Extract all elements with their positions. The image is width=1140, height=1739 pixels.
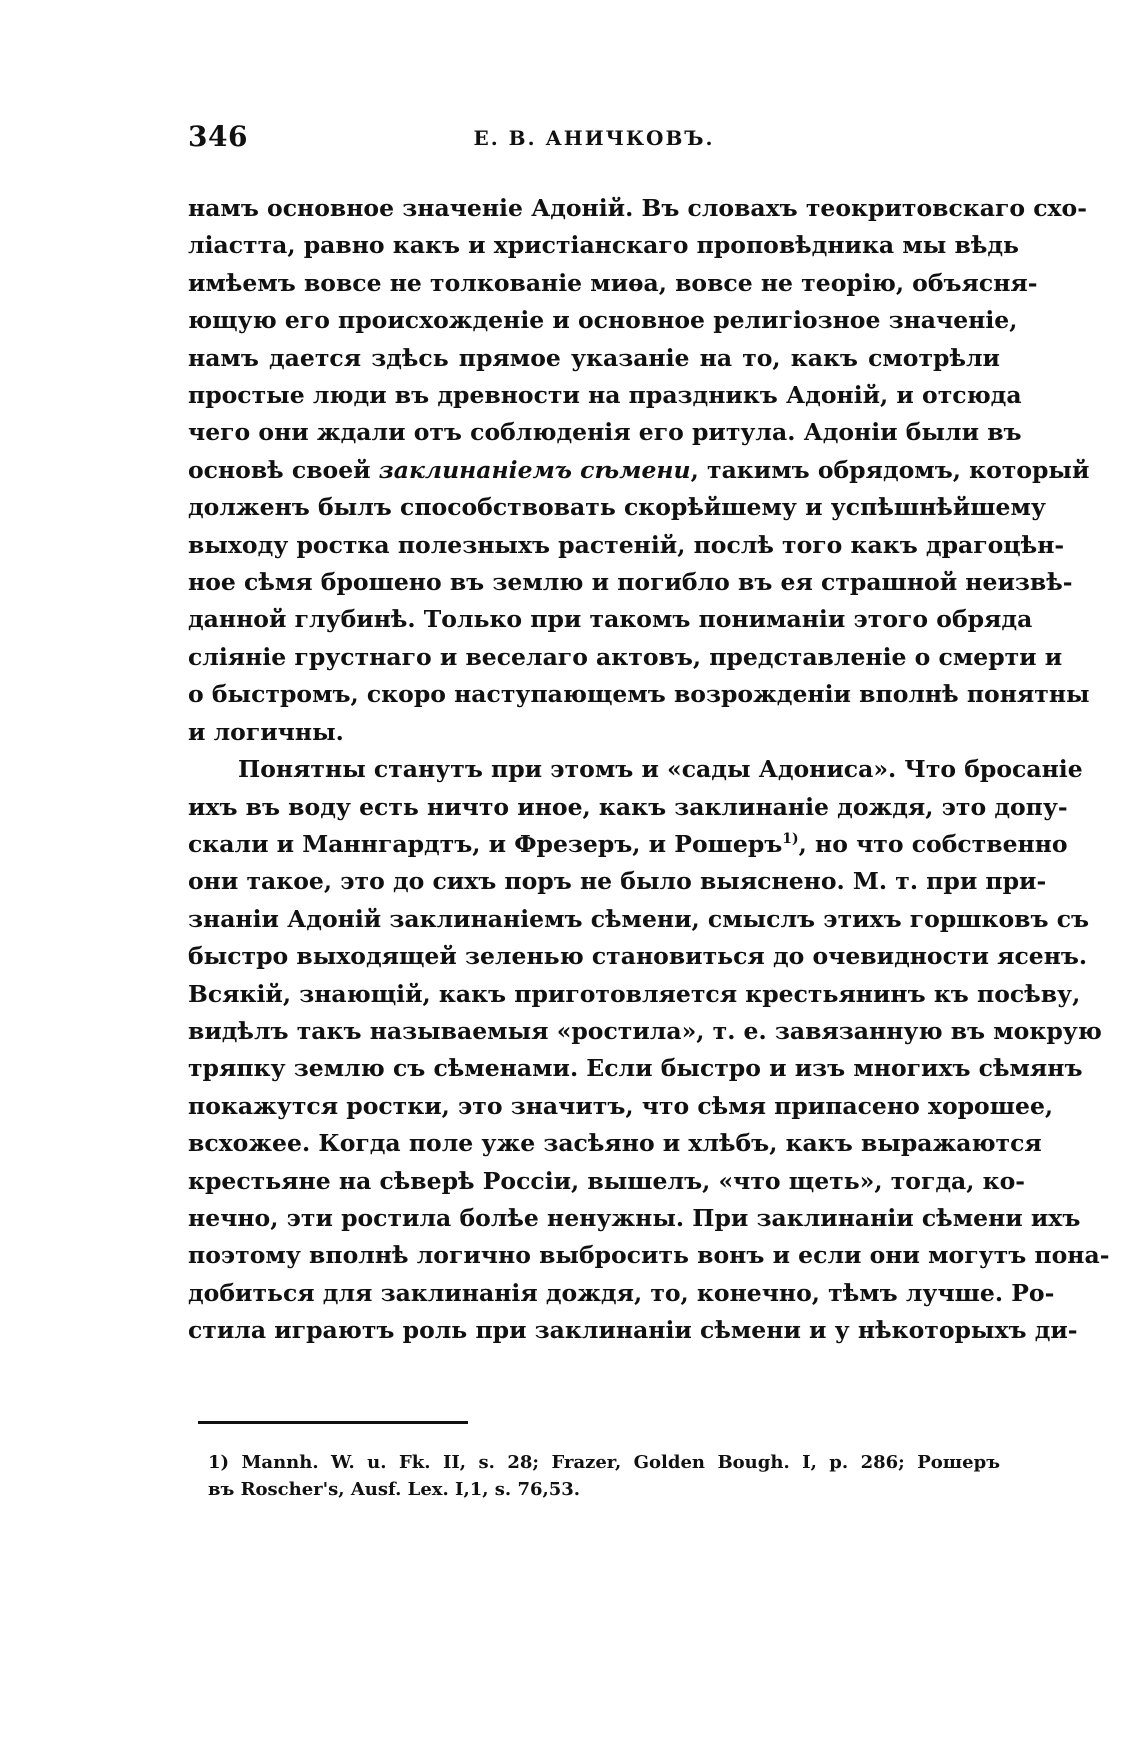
text-line: знаніи Адоній заклинаніемъ сѣмени, смыслъ этихъ горшковъ съ bbox=[188, 904, 1090, 933]
text-line: они такое, это до сихъ поръ не было выяснено. М. т. при при- bbox=[188, 867, 1047, 896]
text-line: Всякій, знающій, какъ приготовляется крестьянинъ къ посѣву, bbox=[188, 979, 1081, 1008]
text-line: и логичны. bbox=[188, 717, 344, 746]
footnote-line: въ Roscher's, Ausf. Lex. I,1, s. 76,53. bbox=[208, 1479, 581, 1500]
text-line: имѣемъ вовсе не толкованіе миѳа, вовсе не теорію, объясня- bbox=[188, 268, 1038, 297]
text-line: всхожее. Когда поле уже засѣяно и хлѣбъ, какъ выражаются bbox=[188, 1129, 1042, 1158]
text-line: поэтому вполнѣ логично выбросить вонъ и если они могутъ пона- bbox=[188, 1241, 1110, 1270]
text-line: ющую его происхожденіе и основное религіозное значеніе, bbox=[188, 306, 1018, 335]
text-line: ихъ въ воду есть ничто иное, какъ заклинаніе дождя, это допу- bbox=[188, 792, 1068, 821]
text-line: сліяніе грустнаго и веселаго актовъ, представленіе о смерти и bbox=[188, 642, 1063, 671]
text-line: простые люди въ древности на праздникъ Адоній, и отсюда bbox=[188, 381, 1022, 410]
text-line: долженъ былъ способствовать скорѣйшему и успѣшнѣйшему bbox=[188, 493, 1046, 522]
body-text bbox=[188, 190, 1110, 1350]
text-line: чего они ждали отъ соблюденія его ритула. Адоніи были въ bbox=[188, 418, 1022, 447]
text-line: нечно, эти ростила болѣе ненужны. При заклинаніи сѣмени ихъ bbox=[188, 1203, 1081, 1232]
text-line: крестьяне на сѣверѣ Россіи, вышелъ, «что щеть», тогда, ко- bbox=[188, 1166, 1025, 1195]
text-line: ное сѣмя брошено въ землю и погибло въ ея страшной неизвѣ- bbox=[188, 568, 1073, 597]
running-head: Е. В. АНИЧКОВЪ. bbox=[473, 126, 715, 150]
text-line-footnote-ref: скали и Маннгардтъ, и Фрезеръ, и Рошеръ$^{1)}$, но что собственно bbox=[188, 829, 1068, 858]
italic-phrase: заклинаніемъ сѣмени bbox=[378, 455, 691, 484]
paragraph-start-line: Понятны станутъ при этомъ и «сады Адониса». Что бросаніе bbox=[238, 755, 1083, 784]
text-line: стила играютъ роль при заклинаніи сѣмени и у нѣкоторыхъ ди- bbox=[188, 1316, 1078, 1345]
footnote-divider bbox=[198, 1421, 468, 1424]
text-line: покажутся ростки, это значитъ, что сѣмя припасено хорошее, bbox=[188, 1091, 1054, 1120]
text-line: ліастта, равно какъ и христіанскаго проповѣдника мы вѣдь bbox=[188, 231, 1019, 260]
text-line: намъ основное значеніе Адоній. Въ словахъ теокритовскаго схо- bbox=[188, 194, 1087, 222]
text-line: данной глубинѣ. Только при такомъ пониманіи этого обряда bbox=[188, 605, 1033, 634]
text-line: тряпку землю съ сѣменами. Если быстро и изъ многихъ сѣмянъ bbox=[188, 1054, 1083, 1083]
text-line: намъ дается здѣсь прямое указаніе на то, какъ смотрѣли bbox=[188, 343, 1000, 372]
text-line: о быстромъ, скоро наступающемъ возрожденіи вполнѣ понятны bbox=[188, 680, 1090, 709]
footnote-line: 1) Mannh. W. u. Fk. II, s. 28; Frazer, Golden Bough. I, p. 286; Рошеръ bbox=[208, 1452, 1000, 1473]
page-header bbox=[188, 120, 1000, 160]
text-line: быстро выходящей зеленью становиться до очевидности ясенъ. bbox=[188, 942, 1088, 971]
footnote-ref: 1) bbox=[782, 831, 799, 848]
text-line: видѣлъ такъ называемыя «ростила», т. е. завязанную въ мокрую bbox=[188, 1016, 1102, 1045]
text-line: добиться для заклинанія дождя, то, конечно, тѣмъ лучше. Ро- bbox=[188, 1278, 1055, 1307]
text-line: выходу ростка полезныхъ растеній, послѣ того какъ драгоцѣн- bbox=[188, 530, 1065, 559]
page-number: 346 bbox=[188, 120, 248, 153]
text-line-italic: основѣ своей заклинаніемъ сѣмени, такимъ обрядомъ, который bbox=[188, 455, 1090, 484]
footnote bbox=[208, 1449, 1000, 1503]
